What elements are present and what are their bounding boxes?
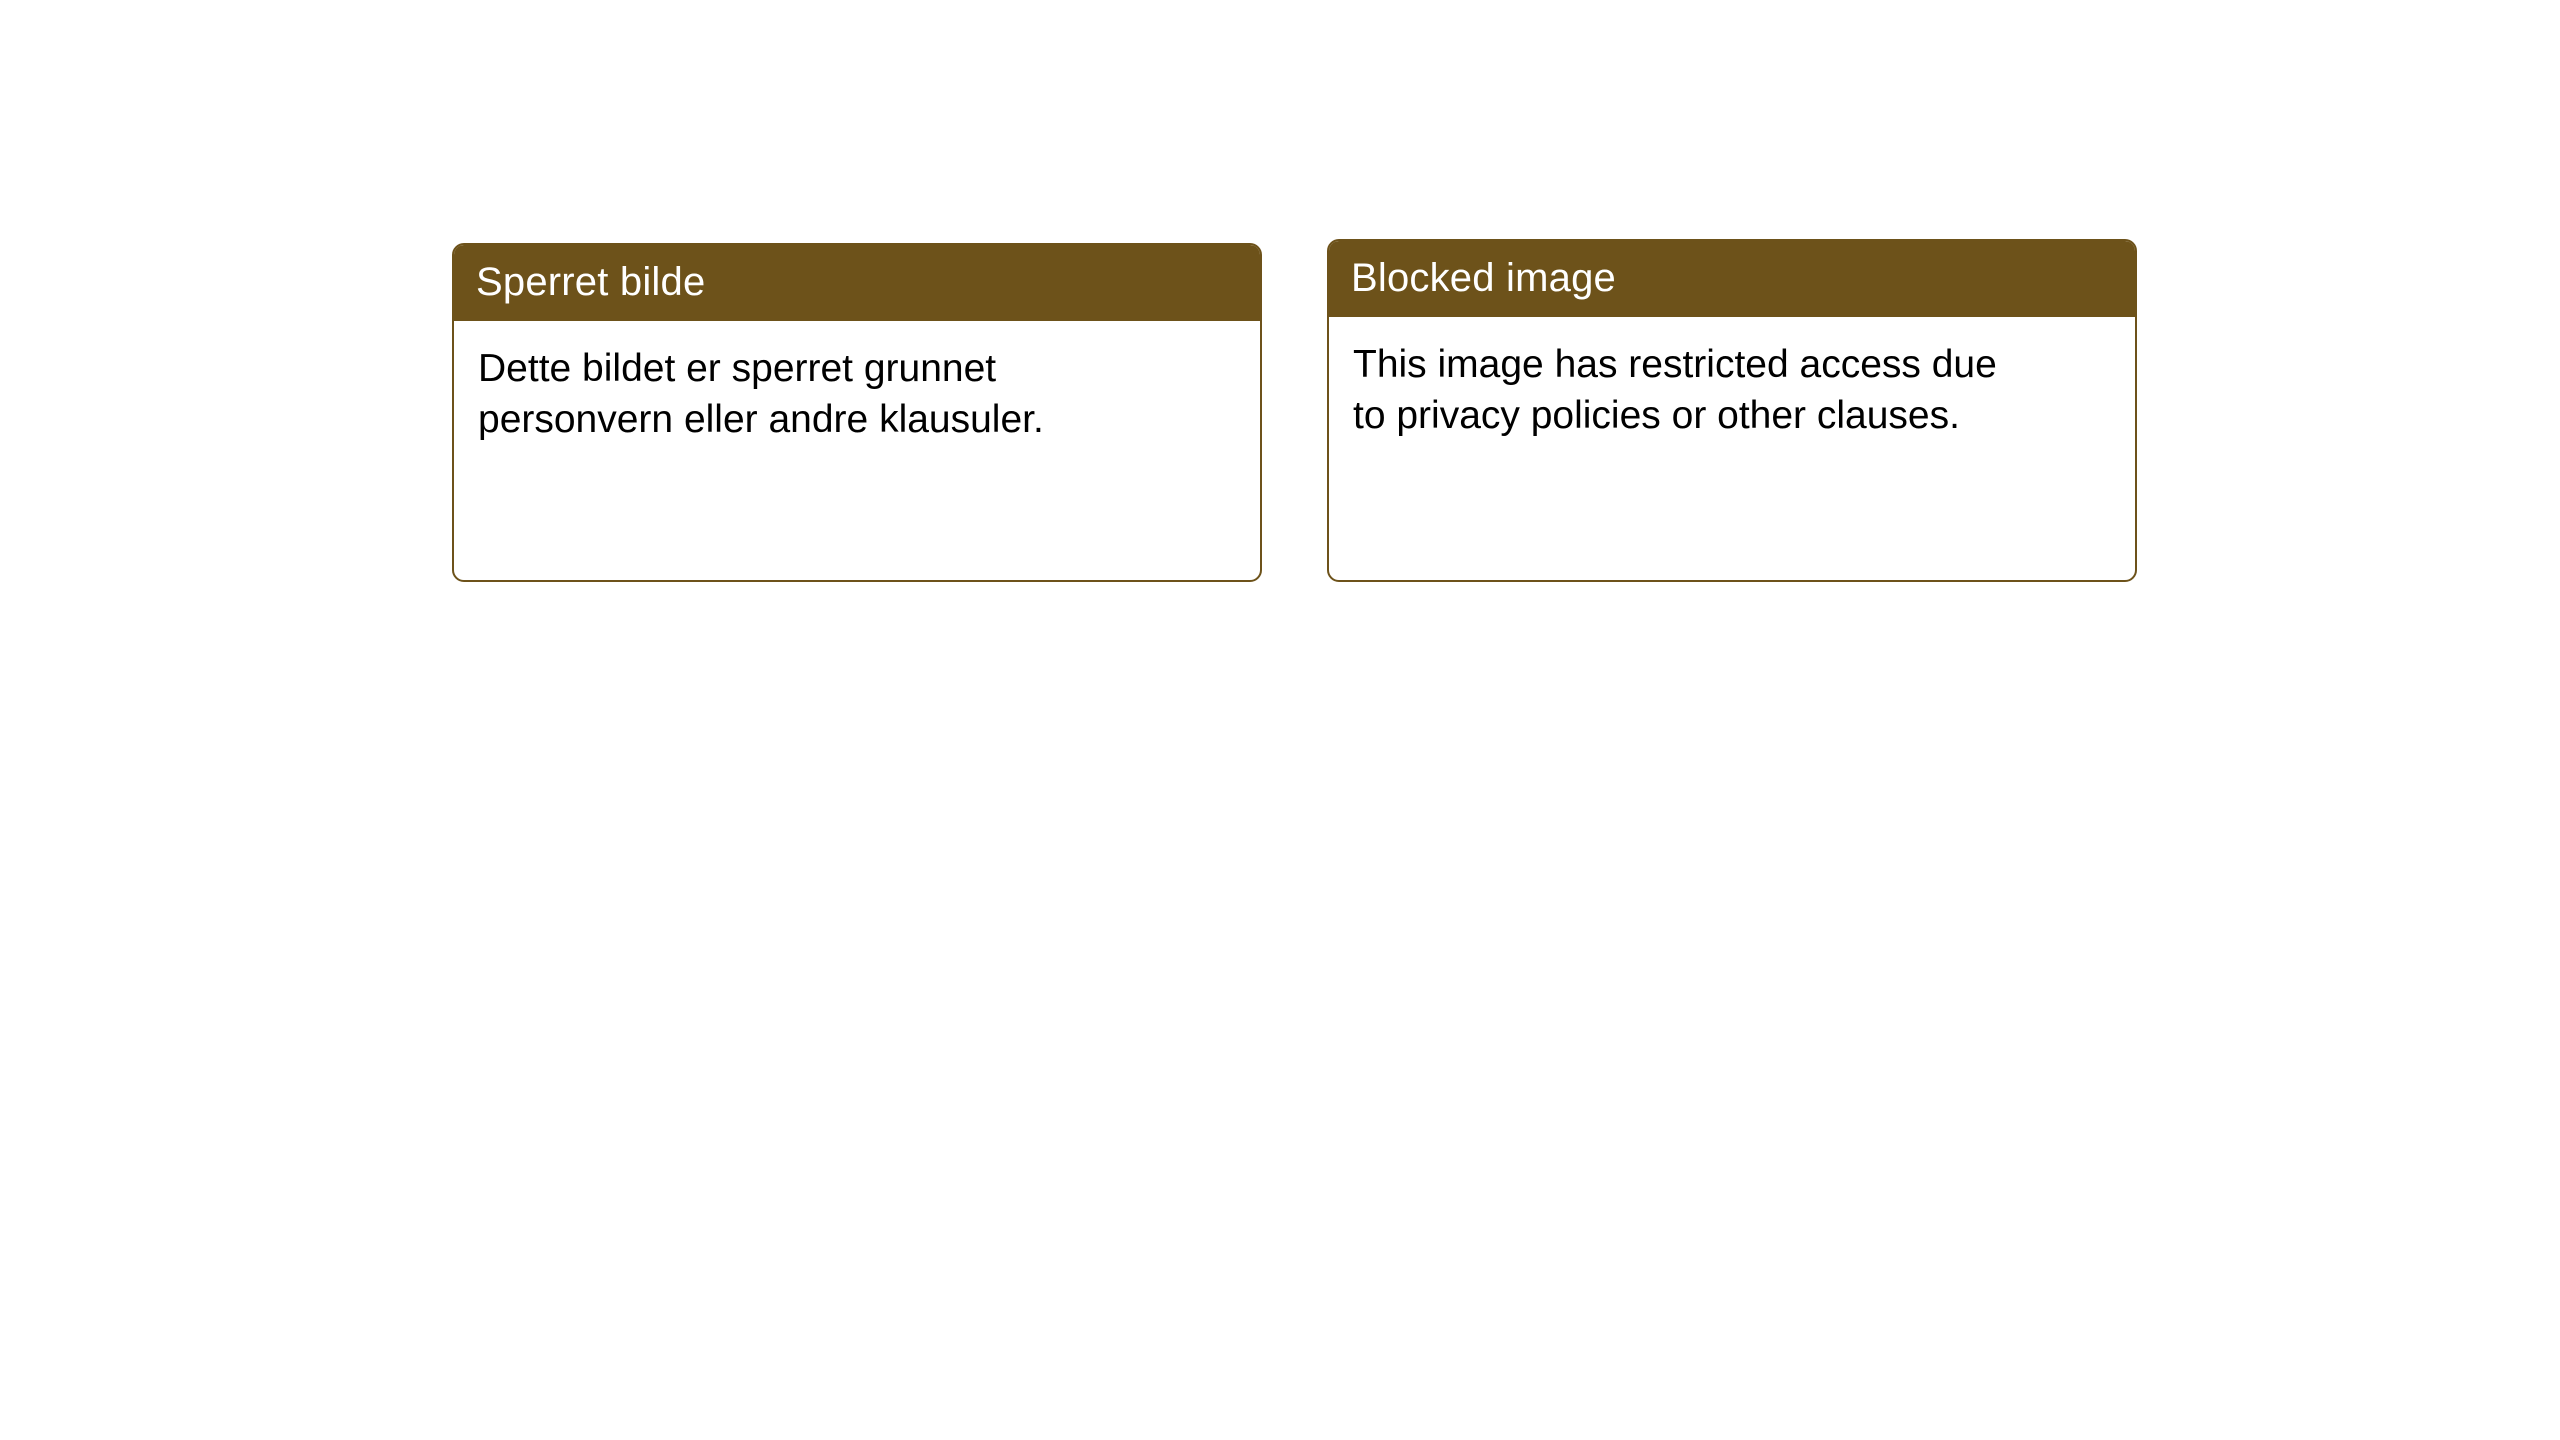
card-title-norwegian: Sperret bilde [454,245,1260,321]
blocked-image-card-norwegian [452,243,1262,582]
card-message-norwegian: Dette bildet er sperret grunnet personvern eller andre klausuler. [478,347,1044,442]
blocked-image-card-english [1327,239,2137,582]
card-message-english: This image has restricted access due to privacy policies or other clauses. [1353,343,1997,438]
card-body-english [1329,317,2135,580]
card-body-norwegian [454,321,1260,580]
card-title-english: Blocked image [1329,241,2135,317]
